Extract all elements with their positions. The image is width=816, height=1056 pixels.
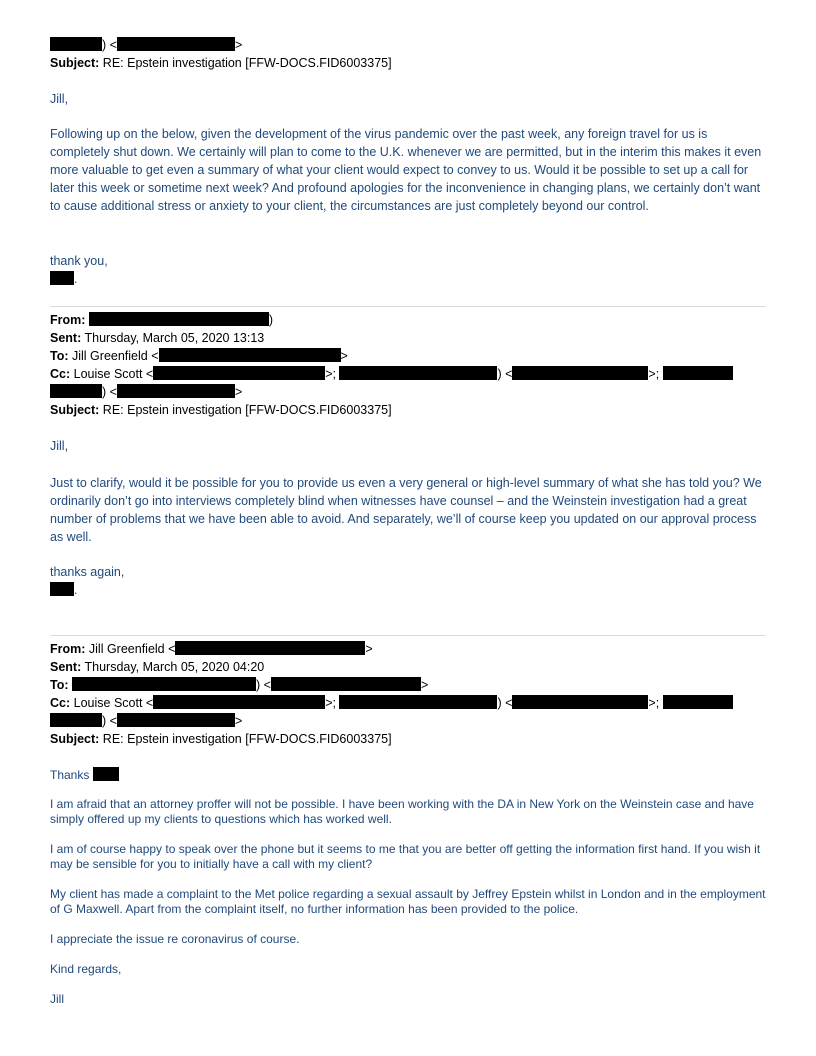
redaction [50, 271, 74, 285]
cc-line: Cc: Louise Scott < >; ) < >; [50, 695, 733, 712]
redaction [663, 366, 733, 380]
subject-value: RE: Epstein investigation [FFW-DOCS.FID6003375] [102, 732, 392, 746]
header-line-continuation: ) < > [50, 37, 242, 54]
from-line: From: ) [50, 313, 274, 327]
redaction [50, 582, 74, 596]
paragraph-2: I am of course happy to speak over the phone but it seems to me that you are better off getting the information first hand. If you wish it may be sensible for you to initially have a call with my client? [50, 842, 761, 871]
divider [50, 306, 766, 307]
to-line: To: ) < > [50, 678, 429, 692]
cc-line-continuation: ) < > [50, 384, 242, 401]
sent-value: Thursday, March 05, 2020 04:20 [84, 660, 265, 674]
redaction [512, 366, 648, 380]
signoff: thank you, [50, 254, 108, 268]
regards: Kind regards, [50, 962, 122, 976]
redaction [175, 641, 365, 655]
subject-line [50, 55, 392, 72]
to-label: To: [50, 678, 69, 692]
subject-label: Subject: [50, 403, 100, 417]
signoff: thanks again, [50, 565, 125, 579]
cc-line-continuation: ) < > [50, 713, 242, 730]
sent-value: Thursday, March 05, 2020 13:13 [84, 331, 265, 345]
from-line: From: Jill Greenfield < > [50, 642, 373, 656]
redaction [153, 695, 325, 709]
cc-line: Cc: Louise Scott < >; ) < >; [50, 366, 733, 383]
subject-label: Subject: [50, 732, 100, 746]
signature: . [50, 582, 77, 599]
divider [50, 635, 766, 636]
sender-name: Jill [50, 992, 64, 1006]
redaction [72, 677, 256, 691]
cc-label: Cc: [50, 367, 71, 381]
redaction [153, 366, 325, 380]
sent-line [50, 659, 264, 676]
greeting: Jill, [50, 92, 69, 106]
to-label: To: [50, 349, 69, 363]
redaction [271, 677, 421, 691]
paragraph-3: My client has made a complaint to the Met police regarding a sexual assault by Jeffrey Epstein whilst in London and in the employment of G Maxwell. Apart from the complaint itself, no further information has been provided to the police. [50, 887, 766, 916]
from-label: From: [50, 313, 86, 327]
email-body: Following up on the below, given the development of the virus pandemic over the past week, any foreign travel for us is completely shut down. We certainly will plan to come to the U.K. whenever we are permitted, but in the interim this makes it even more valuable to get even a summary of what your client would expect to convey to us. Would it be possible to set up a call for later this week or sometime next week? And profound apologies for the inconvenience in changing plans, we certainly don’t want to cause additional stress or anxiety to your client, the circumstances are just completely beyond our control. [50, 127, 762, 213]
sent-line [50, 330, 264, 347]
subject-line [50, 402, 392, 419]
thanks-line: Thanks [50, 767, 119, 784]
redaction [339, 366, 497, 380]
redaction [50, 384, 102, 398]
redaction [117, 384, 235, 398]
redaction [117, 713, 235, 727]
to-line: To: Jill Greenfield < > [50, 349, 348, 363]
redaction [663, 695, 733, 709]
redaction [339, 695, 497, 709]
redaction [50, 713, 102, 727]
redaction [93, 767, 119, 781]
greeting: Jill, [50, 439, 69, 453]
subject-line [50, 731, 392, 748]
from-label: From: [50, 642, 86, 656]
redaction [117, 37, 235, 51]
subject-value: RE: Epstein investigation [FFW-DOCS.FID6003375] [102, 403, 392, 417]
email-body: Just to clarify, would it be possible for you to provide us even a very general or high-level summary of what she has told you? We ordinarily don’t go into interviews completely blind when witnesses have counsel – and the Weinstein investigation had a great number of problems that we have been able to avoid. And separately, we’ll of course keep you updated on our approval process as well. [50, 476, 762, 544]
paragraph-1: I am afraid that an attorney proffer will not be possible. I have been working with the DA in New York on the Weinstein case and have simply offered up my clients to questions which has worked well. [50, 797, 754, 826]
sent-label: Sent: [50, 660, 82, 674]
redaction [512, 695, 648, 709]
redaction [89, 312, 269, 326]
subject-value: RE: Epstein investigation [FFW-DOCS.FID6003375] [102, 56, 392, 70]
redaction [159, 348, 341, 362]
paragraph-4: I appreciate the issue re coronavirus of course. [50, 932, 300, 946]
subject-label: Subject: [50, 56, 100, 70]
cc-label: Cc: [50, 696, 71, 710]
signature: . [50, 271, 77, 288]
sent-label: Sent: [50, 331, 82, 345]
redaction [50, 37, 102, 51]
